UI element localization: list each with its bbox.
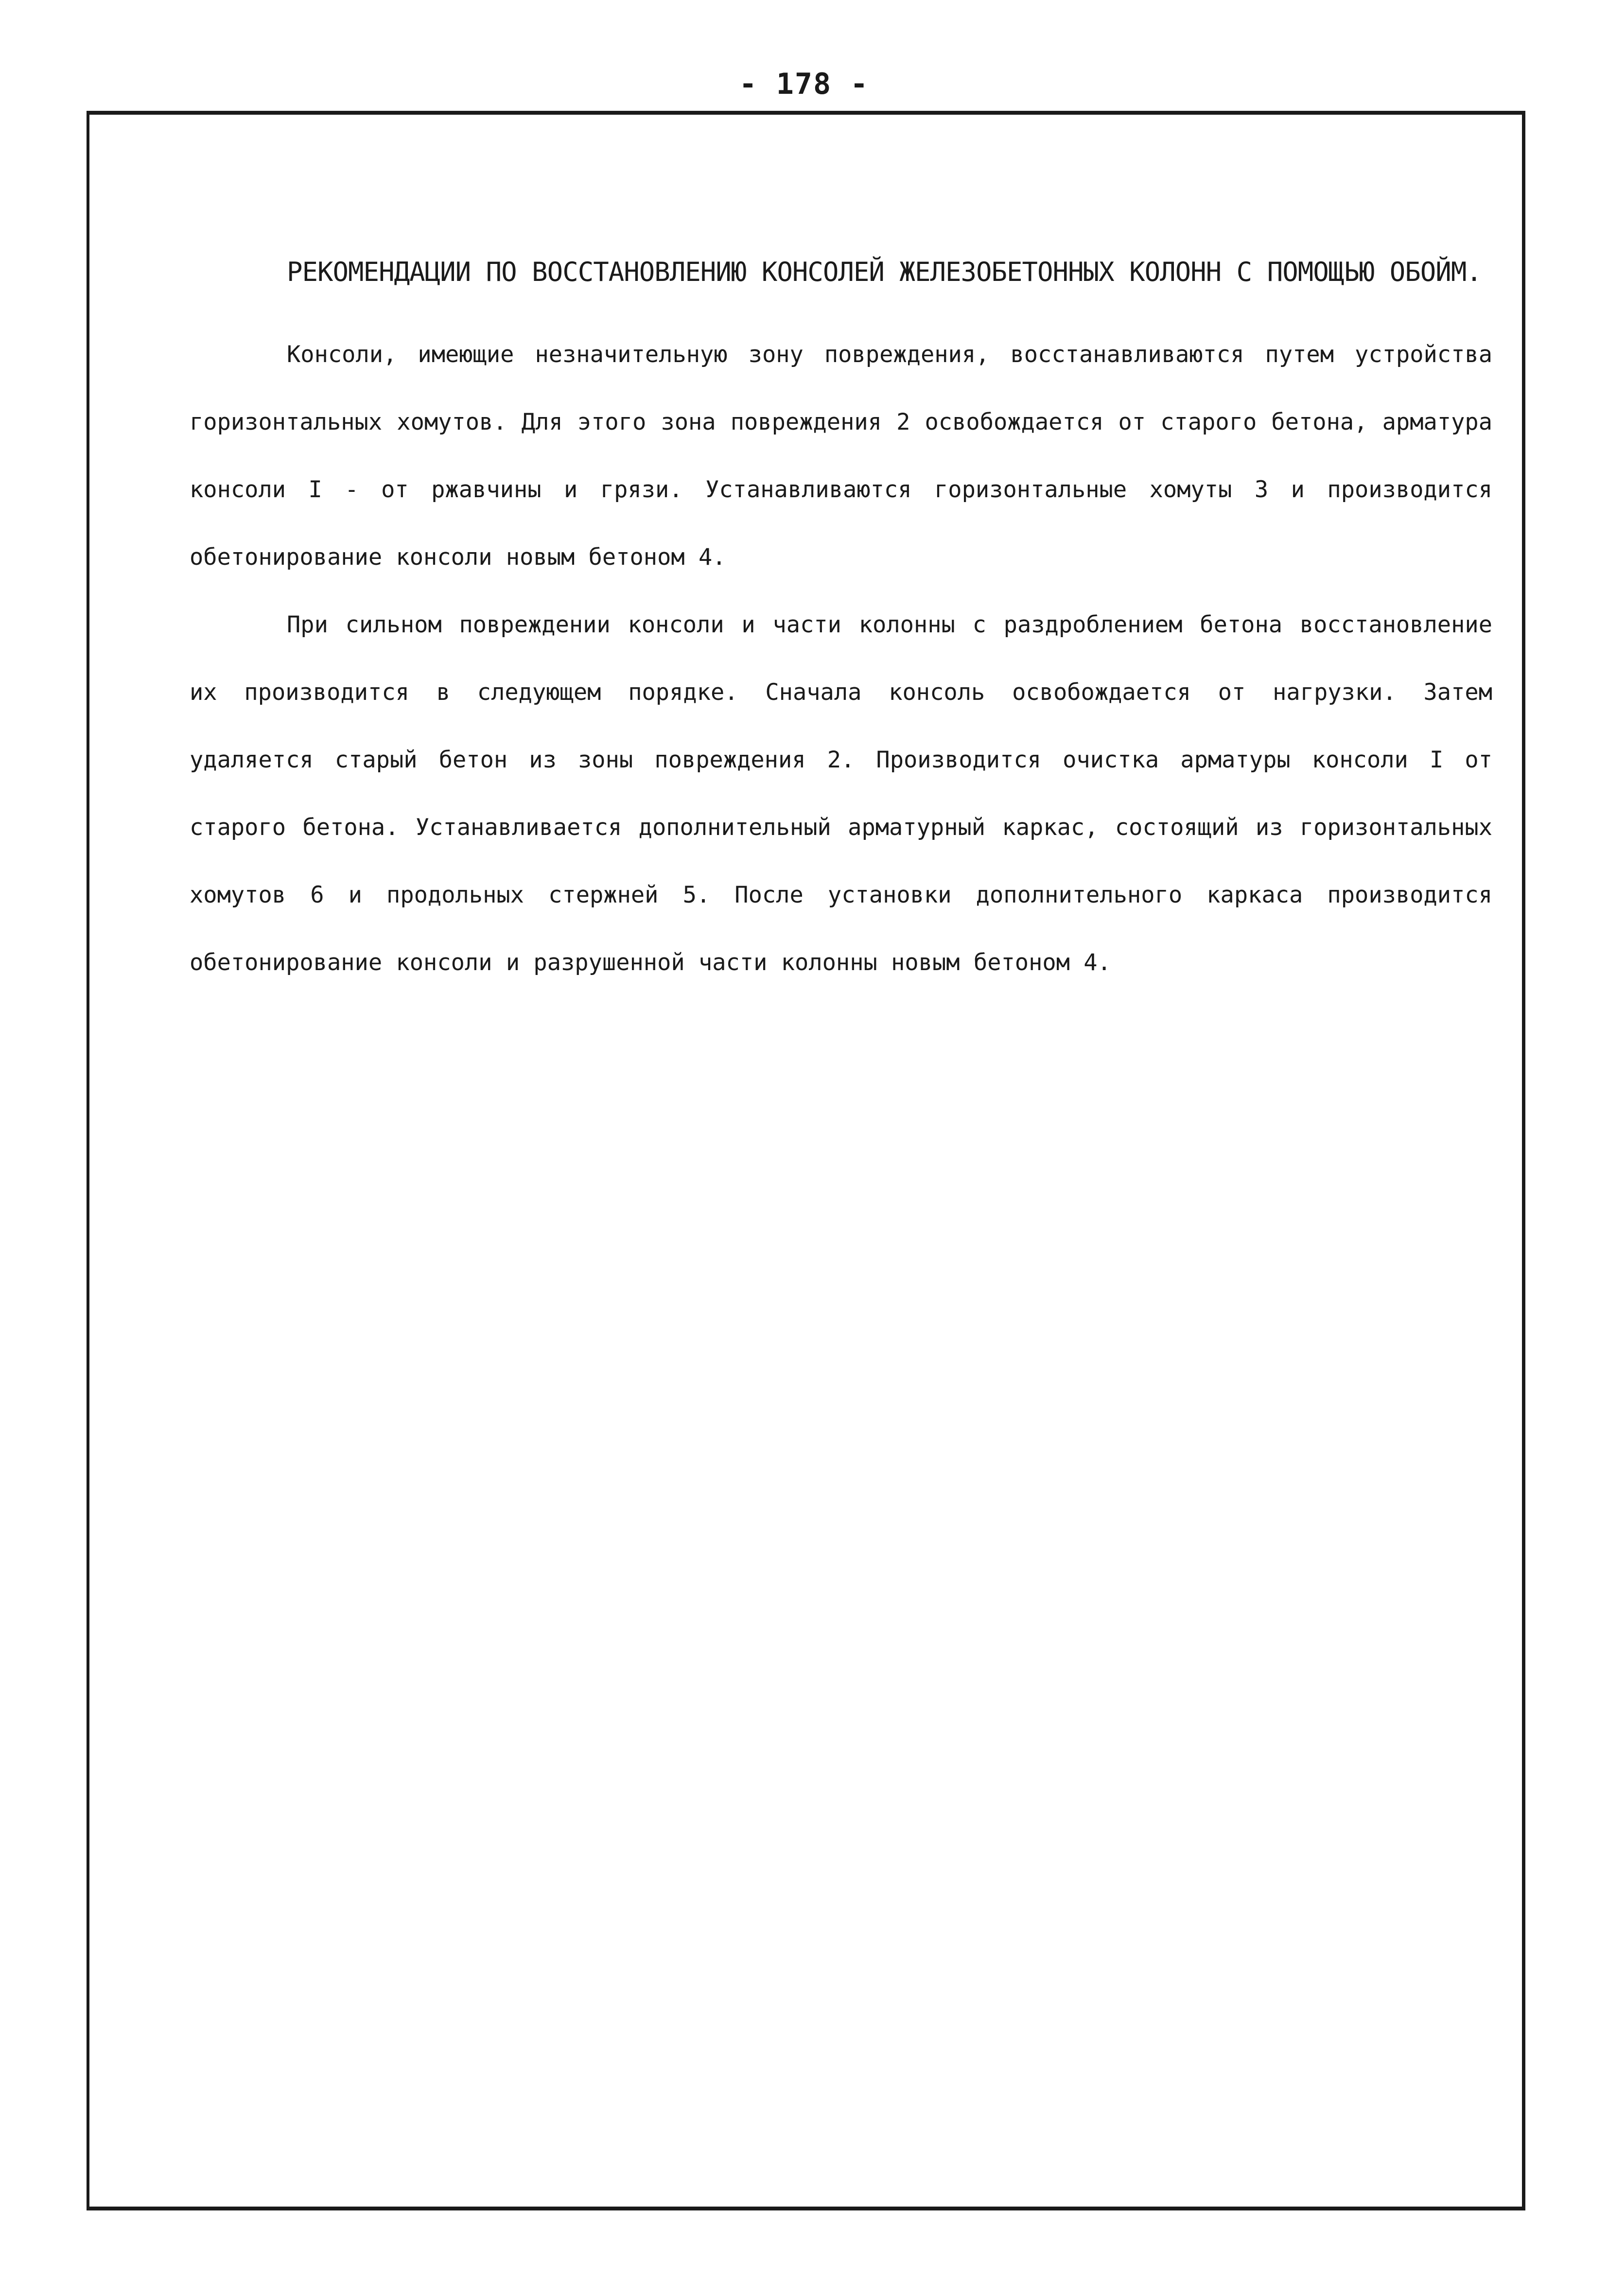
document-title: РЕКОМЕНДАЦИИ ПО ВОССТАНОВЛЕНИЮ КОНСОЛЕЙ ЖЕЛЕЗОБЕТОННЫХ КОЛОНН С ПОМОЩЬЮ ОБОЙМ.	[287, 257, 1482, 287]
paragraph-1: Консоли, имеющие незначительную зону повреждения, восстанавливаются путем устройства горизонтальных хомутов. Для этого зона повреждения 2 освобождается от старого бетона, арматура консоли I - от ржавчины и грязи. Устанавливаются горизонтальные хомуты 3 и производится обетонирование консоли новым бетоном 4.	[190, 341, 1492, 571]
document-body	[190, 253, 1492, 996]
paragraph-2: При сильном повреждении консоли и части колонны с раздроблением бетона восстановление их производится в следующем порядке. Сначала консоль освобождается от нагрузки. Затем удаляется старый бетон из зоны повреждения 2. Производится очистка арматуры консоли I от старого бетона. Устанавливается дополнительный арматурный каркас, состоящий из горизонтальных хомутов 6 и продольных стержней 5. После установки дополнительного каркаса производится обетонирование консоли и разрушенной части колонны новым бетоном 4.	[190, 611, 1492, 976]
page-number: - 178 -	[739, 67, 869, 101]
